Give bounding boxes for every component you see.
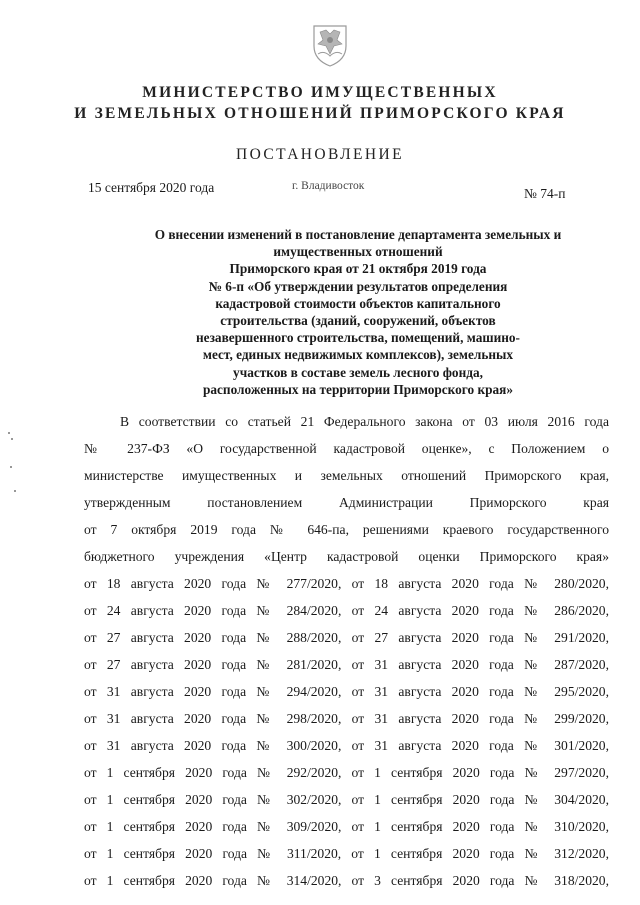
document-number: № 74-п [524,186,566,201]
body-line: от 24 августа 2020 года № 284/2020, от 24 августа 2020 года № 286/2020, [84,603,609,618]
body-line: от 1 сентября 2020 года № 302/2020, от 1 сентября 2020 года № 304/2020, [84,792,609,807]
body-line: от 7 октября 2019 года № 646-па, решениями краевого государственного [84,522,609,537]
title-line: участков в составе земель лесного фонда, [233,364,483,380]
body-line: от 1 сентября 2020 года № 311/2020, от 1 сентября 2020 года № 312/2020, [84,846,609,861]
coat-of-arms-emblem-icon [304,18,356,70]
body-line: от 31 августа 2020 года № 300/2020, от 31 августа 2020 года № 301/2020, [84,738,609,753]
body-line: от 1 сентября 2020 года № 309/2020, от 1 сентября 2020 года № 310/2020, [84,819,609,834]
ministry-name-line-2: И ЗЕМЕЛЬНЫХ ОТНОШЕНИЙ ПРИМОРСКОГО КРАЯ [74,105,566,122]
title-line: расположенных на территории Приморского края» [202,381,514,397]
title-line: Приморского края от 21 октября 2019 года [229,261,487,277]
body-line: министерстве имущественных и земельных отношений Приморского края, [84,468,609,483]
body-line: от 1 сентября 2020 года № 314/2020, от 3 сентября 2020 года № 318/2020, [84,873,609,888]
body-line: от 1 сентября 2020 года № 292/2020, от 1 сентября 2020 года № 297/2020, [84,765,609,780]
body-line: от 31 августа 2020 года № 298/2020, от 31 августа 2020 года № 299/2020, [84,711,609,726]
body-line: бюджетного учреждения «Центр кадастровой оценки Приморского края» [84,549,609,564]
body-line: от 27 августа 2020 года № 288/2020, от 27 августа 2020 года № 291/2020, [84,630,609,645]
title-line: незавершенного строительства, помещений, машино- [196,330,520,346]
document-type: ПОСТАНОВЛЕНИЕ [236,146,404,163]
document-title [108,226,608,398]
title-line: № 6-п «Об утверждении результатов определения [208,278,508,294]
body-line: утвержденным постановлением Администрации Приморского края [84,495,609,510]
body-line: В соответствии со статьей 21 Федерального закона от 03 июля 2016 года [120,414,609,429]
title-line: имущественных отношений [273,244,443,260]
ministry-name [40,82,600,124]
title-line: строительства (зданий, сооружений, объектов [220,313,496,329]
document-city: г. Владивосток [292,180,365,192]
body-line: от 27 августа 2020 года № 281/2020, от 31 августа 2020 года № 287/2020, [84,657,609,672]
body-line: от 31 августа 2020 года № 294/2020, от 31 августа 2020 года № 295/2020, [84,684,609,699]
document-body [84,408,609,894]
title-line: мест, единых недвижимых комплексов), земельных [202,347,514,363]
scan-specks [0,420,30,520]
body-line: от 18 августа 2020 года № 277/2020, от 18 августа 2020 года № 280/2020, [84,576,609,591]
document-date: 15 сентября 2020 года [88,180,215,195]
title-line: О внесении изменений в постановление департамента земельных и [154,227,562,242]
body-line: № 237-ФЗ «О государственной кадастровой оценке», с Положением о [84,441,609,456]
title-line: кадастровой стоимости объектов капитального [215,295,501,311]
ministry-name-line-1: МИНИСТЕРСТВО ИМУЩЕСТВЕННЫХ [142,84,498,101]
